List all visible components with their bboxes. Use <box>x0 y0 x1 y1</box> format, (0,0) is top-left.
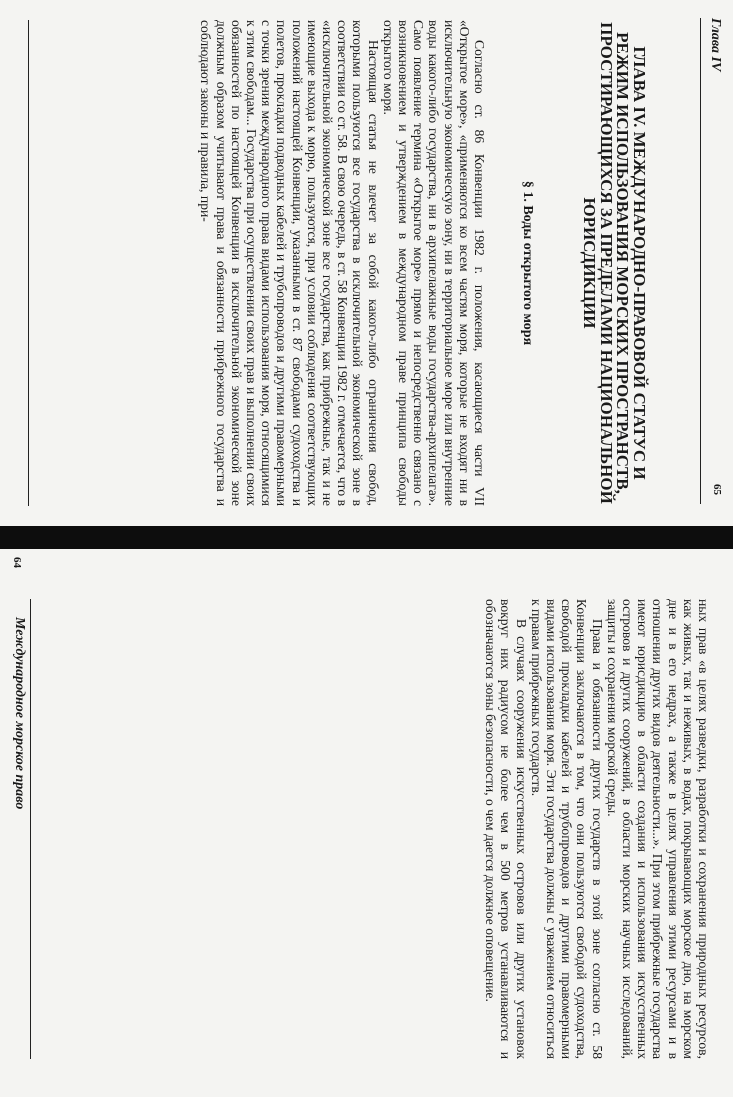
running-head-book: Международное морское право <box>12 617 27 810</box>
page-number-65: 65 <box>711 484 723 495</box>
chapter-title: ГЛАВА IV. МЕЖДУНАРОДНО-ПРАВОВОЙ СТАТУС И РЕЖИМ ИСПОЛЬЗОВАНИЯ МОРСКИХ ПРОСТРАНСТВ, ПРОСТИРАЮЩИХСЯ ЗА ПРЕДЕЛАМИ НАЦИОНАЛЬНОЙ ЮРИСДИКЦИИ <box>580 22 649 504</box>
footer-rule <box>30 599 31 1059</box>
paragraph: Права и обязанности других государств в этой зоне согласно ст. 58 Конвенции заключаются в том, что они пользуются свободой судоходства, свободой прокладки кабелей и трубопроводов и другими правомерными видами использования моря. Эти государства должны с уважением относиться к правам прибрежных государств. <box>528 599 605 1059</box>
page-65-body <box>35 20 487 506</box>
page-65 <box>0 0 733 526</box>
footer-rule <box>28 20 29 506</box>
paragraph: Согласно ст. 86 Конвенции 1982 г. положения, касающиеся части VII «Открытое море», «применяются ко всем частям моря, которые не входят ни в исключительную экономическую зону, ни в территориальное море или внутренние воды какого-либо государства, ни в архипелажные воды государства-архипелага». Само появление термина «Открытое море» прямо и непосредственно связано с возникновением и утверждением в международном праве принципа свободы открытого моря. <box>380 20 487 506</box>
paragraph: ных прав «в целях разведки, разработки и сохранения природных ресурсов, как живых, так и неживых, в водах, покрывающих морское дно, на морском дне и в его недрах, а также в целях управления этими ресурсами и в отношении других видов деятельности...». При этом прибрежные государства имеют юрисдикцию в области создания и использования искусственных островов и других сооружений, в области морских научных исследований, защиты и сохранения морской среды. <box>604 599 711 1059</box>
paragraph: В случаях сооружения искусственных островов или других установок вокруг них радиусом не более чем в 500 метров устанавливаются и обозначаются зоны безопасности, о чем дается должное оповещение. <box>483 599 529 1059</box>
paragraph: Настоящая статья не влечет за собой какого-либо ограничения свобод, которыми пользуются все государства в исключительной экономической зоне в соответствии со ст. 58. В свою очередь, в ст. 58 Конвенции 1982 г. отмечается, что в «исключительной экономической зоне все государства, как прибрежные, так и не имеющие выхода к морю, пользуются, при условии соблюдения соответствующих положений настоящей Конвенции, указанными в ст. 87 свободами судоходства и полетов, прокладки подводных кабелей и трубопроводов и другими правомерными с точки зрения международного права видами использования моря, относящимися к этим свободам... Государства при осуществлении своих прав и выполнении своих обязанностей по настоящей Конвенции в исключительной экономической зоне должным образом учитывают права и обязанности прибрежного государства и соблюдают законы и правила, при- <box>198 20 381 506</box>
running-head-chapter: Глава IV <box>708 18 723 72</box>
page-64 <box>0 549 733 1097</box>
header-rule <box>700 18 701 504</box>
page-64-body <box>331 599 711 1059</box>
page-65-content <box>0 0 733 526</box>
binding-gutter <box>0 526 733 549</box>
section-title: § 1. Воды открытого моря <box>520 180 535 346</box>
page-number-64: 64 <box>11 557 23 568</box>
page-64-content <box>0 549 733 1097</box>
